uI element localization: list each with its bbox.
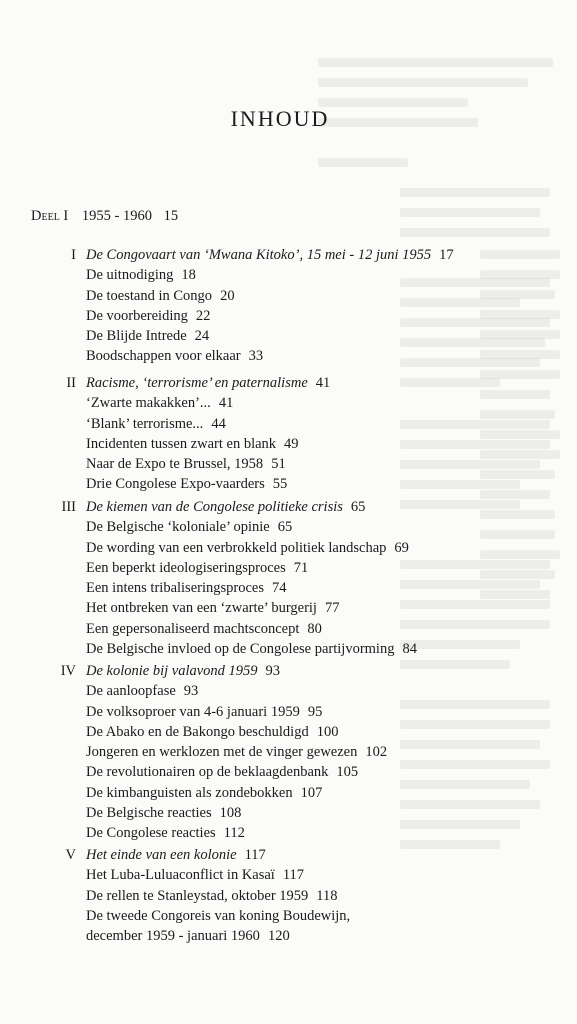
toc-entry <box>0 926 577 946</box>
page-title: INHOUD <box>230 106 330 131</box>
entry-title: De Blijde Intrede <box>86 328 187 345</box>
entry-page: 93 <box>183 683 199 700</box>
entry-page: 102 <box>365 744 388 761</box>
entry-page: 74 <box>271 580 287 597</box>
toc-entry <box>0 306 577 326</box>
entry-title: Jongeren en werklozen met de vinger gewezen <box>86 744 358 761</box>
entry-title: De Belgische ‘koloniale’ opinie <box>86 519 270 536</box>
toc-entry <box>0 538 577 558</box>
chapter-title: De Congovaart van ‘Mwana Kitoko’, 15 mei - 12 juni 1955 <box>86 247 432 263</box>
entry-page: 112 <box>223 825 245 842</box>
toc-entry <box>0 598 577 618</box>
toc-entry <box>0 558 577 578</box>
chapter-heading <box>0 245 577 265</box>
entry-title: De Belgische reacties <box>86 805 212 822</box>
chapter-numeral: IV <box>60 663 76 679</box>
entry-page: 100 <box>316 723 339 740</box>
entry-page: 49 <box>284 435 299 452</box>
entry-title: Een beperkt ideologiseringsproces <box>86 559 286 576</box>
toc-entry <box>0 886 577 906</box>
toc-entry <box>0 823 577 843</box>
chapter-title: Racisme, ‘terrorisme’ en paternalisme <box>86 375 308 391</box>
entry-title: Drie Congolese Expo-vaarders <box>86 476 265 493</box>
chapter-numeral: II <box>66 375 76 391</box>
entry-page: 18 <box>181 267 196 284</box>
entry-title: De revolutionairen op de beklaagdenbank <box>86 764 329 781</box>
toc-entry <box>0 286 577 306</box>
toc-entry <box>0 681 577 701</box>
entry-title: Het ontbreken van een ‘zwarte’ burgerij <box>86 600 317 617</box>
entry-title: De Congolese reacties <box>86 825 216 842</box>
chapter-2 <box>0 373 577 495</box>
entry-page: 117 <box>282 867 305 884</box>
chapter-page: 17 <box>439 247 454 263</box>
toc-entry <box>0 414 577 434</box>
entry-title: De volksoproer van 4-6 januari 1959 <box>86 703 300 720</box>
deel-numeral: I <box>63 208 69 224</box>
entry-page: 33 <box>248 348 264 365</box>
entry-page: 77 <box>324 600 340 617</box>
chapter-heading <box>0 661 577 681</box>
entry-page: 22 <box>195 307 211 324</box>
entry-page: 120 <box>267 928 290 945</box>
entry-title: Een intens tribaliseringsproces <box>86 580 264 597</box>
entry-title: Het Luba-Luluaconflict in Kasaï <box>86 867 275 884</box>
entry-title: ‘Zwarte makakken’... <box>86 395 211 412</box>
chapter-title: De kolonie bij valavond 1959 <box>86 663 258 679</box>
toc-entry <box>0 265 577 285</box>
deel-heading <box>31 208 178 225</box>
entry-title: De rellen te Stanleystad, oktober 1959 <box>86 887 309 904</box>
entry-page: 20 <box>220 287 235 304</box>
chapter-page: 117 <box>244 847 266 863</box>
entry-page: 71 <box>293 559 309 576</box>
toc-entry <box>0 619 577 639</box>
chapter-5 <box>0 845 577 946</box>
toc-entry <box>0 578 577 598</box>
chapter-page: 41 <box>315 375 331 391</box>
entry-title: De voorbereiding <box>86 307 188 324</box>
entry-title: Incidenten tussen zwart en blank <box>86 435 277 452</box>
chapter-3 <box>0 497 577 659</box>
entry-page: 44 <box>211 415 226 432</box>
toc-entry <box>0 434 577 454</box>
toc-entry <box>0 517 577 537</box>
entry-page: 24 <box>194 328 210 345</box>
entry-page: 65 <box>277 519 293 536</box>
entry-page: 51 <box>271 456 286 473</box>
deel-label: Deel <box>31 208 60 224</box>
toc-entry <box>0 762 577 782</box>
entry-title: De aanloopfase <box>86 683 176 700</box>
entry-title: De toestand in Congo <box>86 287 213 304</box>
toc-entry <box>0 722 577 742</box>
toc-entry <box>0 865 577 885</box>
entry-title: De Abako en de Bakongo beschuldigd <box>86 723 309 740</box>
chapter-heading <box>0 845 577 865</box>
chapter-numeral: I <box>71 247 76 263</box>
chapter-numeral: V <box>65 847 76 863</box>
entry-page: 55 <box>272 476 288 493</box>
entry-page: 108 <box>219 805 242 822</box>
deel-range: 1955 - 1960 <box>81 208 152 224</box>
toc-entry <box>0 803 577 823</box>
toc-entry <box>0 702 577 722</box>
toc-entry <box>0 474 577 494</box>
entry-title: Naar de Expo te Brussel, 1958 <box>86 456 264 473</box>
toc-entry <box>0 783 577 803</box>
entry-title: De tweede Congoreis van koning Boudewijn, <box>86 907 351 924</box>
toc-entry <box>0 454 577 474</box>
entry-title: De kimbanguisten als zondebokken <box>86 784 293 801</box>
toc-entry <box>0 906 577 926</box>
entry-page: 118 <box>316 887 338 904</box>
chapter-numeral: III <box>61 499 76 515</box>
toc-entry <box>0 326 577 346</box>
entry-title: De wording van een verbrokkeld politiek landschap <box>86 539 387 556</box>
deel-page: 15 <box>163 208 179 224</box>
entry-title: december 1959 - januari 1960 <box>86 928 260 945</box>
entry-title: Een gepersonaliseerd machtsconcept <box>86 620 300 637</box>
entry-page: 105 <box>336 764 359 781</box>
entry-title: De uitnodiging <box>86 267 174 284</box>
chapter-1 <box>0 245 577 367</box>
chapter-title: De kiemen van de Congolese politieke crisis <box>86 499 343 515</box>
chapter-heading <box>0 497 577 517</box>
entry-page: 41 <box>218 395 234 412</box>
entry-title: Boodschappen voor elkaar <box>86 348 241 365</box>
entry-page: 95 <box>307 703 323 720</box>
toc-entry <box>0 346 577 366</box>
chapter-4 <box>0 661 577 844</box>
chapter-heading <box>0 373 577 393</box>
toc-entry <box>0 393 577 413</box>
toc-entry <box>0 639 577 659</box>
entry-page: 107 <box>300 784 323 801</box>
entry-title: ‘Blank’ terrorisme... <box>86 415 204 432</box>
chapter-page: 93 <box>265 663 281 679</box>
entry-page: 80 <box>307 620 322 637</box>
entry-page: 69 <box>394 539 409 556</box>
entry-title: De Belgische invloed op de Congolese partijvorming <box>86 641 395 658</box>
chapter-page: 65 <box>350 499 366 515</box>
chapter-title: Het einde van een kolonie <box>86 847 237 863</box>
toc-entry <box>0 742 577 762</box>
entry-page: 84 <box>402 641 417 658</box>
